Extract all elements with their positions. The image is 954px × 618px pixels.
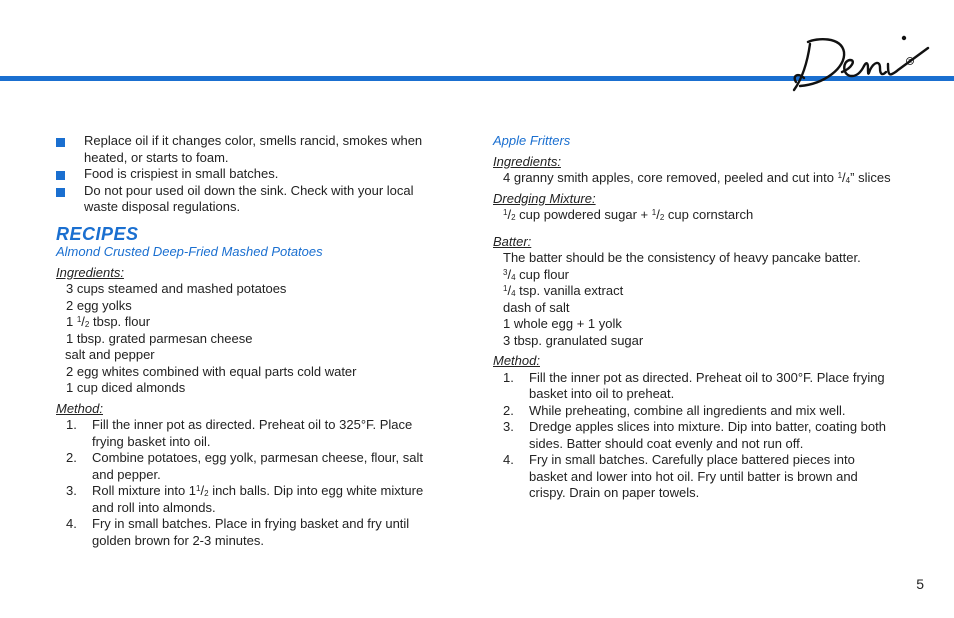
ingredient-item: 3 cups steamed and mashed potatoes <box>66 281 287 296</box>
ingredient-item: 1 $^1/_2$ tbsp. flour <box>66 314 151 329</box>
method-list <box>56 417 436 549</box>
batter-label: Batter: <box>493 233 532 249</box>
recipes-heading: RECIPES <box>56 223 139 244</box>
batter-note: The batter should be the consistency of heavy pancake batter. <box>503 250 861 265</box>
method-label: Method: <box>56 400 103 416</box>
method-label: Method: <box>493 353 540 368</box>
ingredient-item: 2 egg whites combined with equal parts cold water <box>66 363 357 379</box>
ingredient-item: 1 cup diced almonds <box>66 380 186 395</box>
ingredient-item: salt and pepper <box>65 347 155 362</box>
left-column <box>56 133 436 549</box>
ingredient-item: 2 egg yolks <box>66 297 132 313</box>
method-step: 3. Dredge apples slices into mixture. Dip into batter, coating both sides. Batter should coat evenly and not run off. <box>503 419 886 451</box>
dredging-label: Dredging Mixture: <box>493 190 596 206</box>
ingredient-item: dash of salt <box>503 299 570 315</box>
method-step: 3. Roll mixture into $1^1/_2$ inch balls. Dip into egg white mixture and roll into almonds. <box>66 483 424 515</box>
tip-item: Do not pour used oil down the sink. Check with your local waste disposal regulations. <box>56 183 436 216</box>
blue-square-bullet-icon <box>56 188 65 197</box>
ingredient-item: $^1/_2$ cup powdered sugar + $^1/_2$ cup cornstarch <box>503 207 754 222</box>
ingredients-list <box>56 281 436 397</box>
ingredient-item: $^1/_4$ tsp. vanilla extract <box>503 283 624 298</box>
ingredient-item: 3 tbsp. granulated sugar <box>503 332 644 348</box>
recipe-title: Apple Fritters <box>493 133 571 148</box>
tips-list <box>56 133 436 216</box>
method-step: 4. Fry in small batches. Place in frying basket and fry until golden brown for 2-3 minutes. <box>66 516 410 548</box>
method-step: 4. Fry in small batches. Carefully place battered pieces into basket and lower into hot oil. Fry until batter is brown and crispy. Drain on paper towels. <box>503 452 858 500</box>
method-list <box>493 370 893 502</box>
batter-list <box>493 250 893 349</box>
ingredient-item: 1 whole egg + 1 yolk <box>503 316 622 331</box>
method-step: 2. Combine potatoes, egg yolk, parmesan cheese, flour, salt and pepper. <box>66 450 423 482</box>
method-step: 1. Fill the inner pot as directed. Preheat oil to 300°F. Place frying basket into oil to preheat. <box>503 369 885 401</box>
ingredients-label: Ingredients: <box>56 264 124 280</box>
ingredient-item: 4 granny smith apples, core removed, peeled and cut into $^1/_4$” slices <box>503 170 891 185</box>
blue-square-bullet-icon <box>56 138 65 147</box>
recipe-title: Almond Crusted Deep-Fried Mashed Potatoes <box>56 244 323 259</box>
method-step: 1. Fill the inner pot as directed. Preheat oil to 325°F. Place frying basket into oil. <box>66 417 413 449</box>
blue-square-bullet-icon <box>56 171 65 180</box>
ingredients-list <box>493 170 893 187</box>
method-step: 2. While preheating, combine all ingredients and mix well. <box>503 402 846 418</box>
ingredients-label: Ingredients: <box>493 153 561 169</box>
tip-item: Replace oil if it changes color, smells rancid, smokes when heated, or starts to foam. <box>56 133 436 166</box>
right-column <box>493 133 893 502</box>
tip-item: Food is crispiest in small batches. <box>56 166 436 183</box>
dredging-list <box>493 207 893 224</box>
deni-logo <box>786 28 936 96</box>
ingredient-item: $^3/_4$ cup flour <box>503 266 570 282</box>
svg-text:R: R <box>908 59 912 65</box>
page-number: 5 <box>916 576 924 592</box>
ingredient-item: 1 tbsp. grated parmesan cheese <box>66 330 253 346</box>
